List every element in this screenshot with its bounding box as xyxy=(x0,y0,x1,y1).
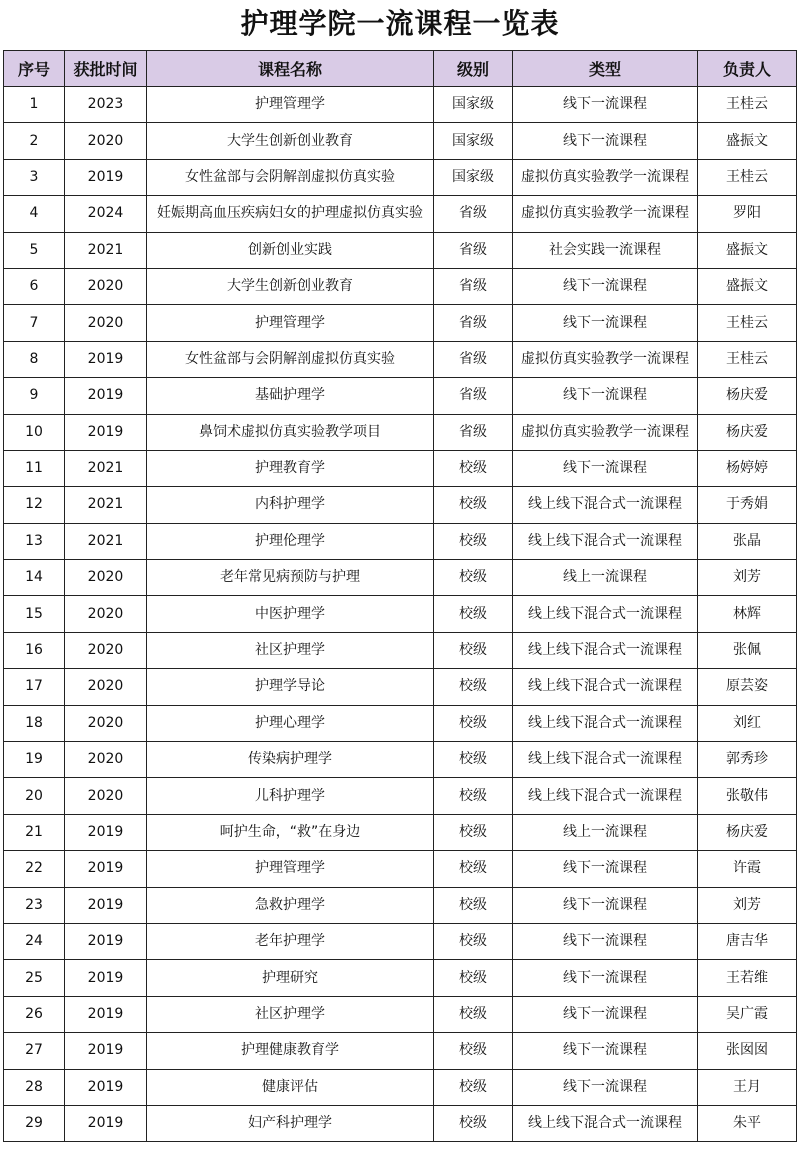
cell-level: 校级 xyxy=(434,632,513,668)
cell-level: 校级 xyxy=(434,487,513,523)
cell-course-name: 护理心理学 xyxy=(147,705,434,741)
table-row xyxy=(4,960,797,996)
cell-course-name: 护理教育学 xyxy=(147,450,434,486)
cell-level: 校级 xyxy=(434,1069,513,1105)
cell-course-name: 中医护理学 xyxy=(147,596,434,632)
cell-course-name: 大学生创新创业教育 xyxy=(147,123,434,159)
cell-approval-year: 2019 xyxy=(65,887,147,923)
cell-approval-year: 2020 xyxy=(65,123,147,159)
cell-owner: 盛振文 xyxy=(698,123,797,159)
header-row xyxy=(4,51,797,87)
table-row xyxy=(4,196,797,232)
cell-approval-year: 2019 xyxy=(65,1069,147,1105)
cell-course-name: 女性盆部与会阴解剖虚拟仿真实验 xyxy=(147,159,434,195)
cell-approval-year: 2020 xyxy=(65,742,147,778)
cell-course-name: 护理伦理学 xyxy=(147,523,434,559)
cell-index: 6 xyxy=(4,268,65,304)
cell-approval-year: 2021 xyxy=(65,232,147,268)
cell-approval-year: 2021 xyxy=(65,487,147,523)
cell-level: 校级 xyxy=(434,1105,513,1141)
cell-course-name: 儿科护理学 xyxy=(147,778,434,814)
cell-type: 线下一流课程 xyxy=(513,996,698,1032)
cell-approval-year: 2019 xyxy=(65,414,147,450)
cell-type: 线下一流课程 xyxy=(513,378,698,414)
cell-owner: 王桂云 xyxy=(698,305,797,341)
cell-index: 2 xyxy=(4,123,65,159)
cell-level: 校级 xyxy=(434,669,513,705)
cell-course-name: 护理健康教育学 xyxy=(147,1033,434,1069)
cell-type: 线上一流课程 xyxy=(513,560,698,596)
cell-level: 校级 xyxy=(434,960,513,996)
table-row xyxy=(4,887,797,923)
cell-approval-year: 2019 xyxy=(65,814,147,850)
table-row xyxy=(4,123,797,159)
cell-type: 线上线下混合式一流课程 xyxy=(513,596,698,632)
cell-index: 5 xyxy=(4,232,65,268)
cell-course-name: 健康评估 xyxy=(147,1069,434,1105)
cell-level: 国家级 xyxy=(434,123,513,159)
cell-course-name: 护理学导论 xyxy=(147,669,434,705)
cell-index: 19 xyxy=(4,742,65,778)
cell-type: 线下一流课程 xyxy=(513,1033,698,1069)
cell-index: 9 xyxy=(4,378,65,414)
cell-approval-year: 2021 xyxy=(65,450,147,486)
cell-level: 国家级 xyxy=(434,159,513,195)
cell-level: 校级 xyxy=(434,450,513,486)
cell-index: 27 xyxy=(4,1033,65,1069)
page-title: 护理学院一流课程一览表 xyxy=(240,7,560,40)
cell-approval-year: 2019 xyxy=(65,341,147,377)
cell-level: 校级 xyxy=(434,705,513,741)
table-row xyxy=(4,742,797,778)
table-row xyxy=(4,560,797,596)
cell-index: 16 xyxy=(4,632,65,668)
table-row xyxy=(4,923,797,959)
cell-index: 13 xyxy=(4,523,65,559)
cell-index: 22 xyxy=(4,851,65,887)
course-table xyxy=(3,50,797,1142)
cell-level: 国家级 xyxy=(434,87,513,123)
cell-approval-year: 2019 xyxy=(65,1105,147,1141)
cell-level: 校级 xyxy=(434,923,513,959)
table-row xyxy=(4,778,797,814)
cell-index: 11 xyxy=(4,450,65,486)
cell-course-name: 内科护理学 xyxy=(147,487,434,523)
table-row xyxy=(4,87,797,123)
cell-course-name: 鼻饲术虚拟仿真实验教学项目 xyxy=(147,414,434,450)
cell-owner: 张佩 xyxy=(698,632,797,668)
cell-course-name: 老年护理学 xyxy=(147,923,434,959)
cell-level: 省级 xyxy=(434,305,513,341)
cell-level: 校级 xyxy=(434,560,513,596)
cell-level: 校级 xyxy=(434,742,513,778)
header-course-name: 课程名称 xyxy=(147,51,434,87)
cell-approval-year: 2023 xyxy=(65,87,147,123)
cell-type: 线下一流课程 xyxy=(513,123,698,159)
cell-approval-year: 2019 xyxy=(65,159,147,195)
cell-type: 线上一流课程 xyxy=(513,814,698,850)
cell-owner: 盛振文 xyxy=(698,232,797,268)
cell-owner: 张晶 xyxy=(698,523,797,559)
cell-type: 线下一流课程 xyxy=(513,87,698,123)
table-row xyxy=(4,596,797,632)
cell-type: 线下一流课程 xyxy=(513,268,698,304)
cell-index: 18 xyxy=(4,705,65,741)
table-row xyxy=(4,487,797,523)
cell-course-name: 基础护理学 xyxy=(147,378,434,414)
cell-level: 省级 xyxy=(434,414,513,450)
cell-type: 线上线下混合式一流课程 xyxy=(513,632,698,668)
cell-level: 校级 xyxy=(434,814,513,850)
cell-approval-year: 2019 xyxy=(65,996,147,1032)
table-row xyxy=(4,305,797,341)
cell-owner: 郭秀珍 xyxy=(698,742,797,778)
cell-owner: 杨婷婷 xyxy=(698,450,797,486)
cell-index: 23 xyxy=(4,887,65,923)
cell-index: 1 xyxy=(4,87,65,123)
cell-index: 26 xyxy=(4,996,65,1032)
cell-level: 校级 xyxy=(434,778,513,814)
cell-level: 校级 xyxy=(434,996,513,1032)
cell-owner: 刘芳 xyxy=(698,887,797,923)
cell-index: 3 xyxy=(4,159,65,195)
cell-index: 7 xyxy=(4,305,65,341)
table-row xyxy=(4,632,797,668)
cell-course-name: 社区护理学 xyxy=(147,632,434,668)
cell-type: 线下一流课程 xyxy=(513,923,698,959)
cell-course-name: 护理管理学 xyxy=(147,305,434,341)
cell-owner: 王桂云 xyxy=(698,341,797,377)
cell-owner: 王月 xyxy=(698,1069,797,1105)
cell-type: 线上线下混合式一流课程 xyxy=(513,742,698,778)
cell-approval-year: 2020 xyxy=(65,778,147,814)
cell-level: 校级 xyxy=(434,523,513,559)
cell-owner: 刘红 xyxy=(698,705,797,741)
cell-index: 14 xyxy=(4,560,65,596)
cell-approval-year: 2019 xyxy=(65,960,147,996)
cell-index: 20 xyxy=(4,778,65,814)
cell-type: 线下一流课程 xyxy=(513,851,698,887)
cell-index: 10 xyxy=(4,414,65,450)
cell-index: 21 xyxy=(4,814,65,850)
cell-level: 校级 xyxy=(434,1033,513,1069)
cell-approval-year: 2020 xyxy=(65,632,147,668)
cell-course-name: 女性盆部与会阴解剖虚拟仿真实验 xyxy=(147,341,434,377)
cell-type: 线下一流课程 xyxy=(513,960,698,996)
cell-approval-year: 2019 xyxy=(65,851,147,887)
cell-index: 4 xyxy=(4,196,65,232)
cell-approval-year: 2021 xyxy=(65,523,147,559)
cell-approval-year: 2019 xyxy=(65,923,147,959)
table-row xyxy=(4,523,797,559)
cell-type: 线下一流课程 xyxy=(513,887,698,923)
cell-level: 校级 xyxy=(434,887,513,923)
cell-index: 17 xyxy=(4,669,65,705)
cell-type: 线上线下混合式一流课程 xyxy=(513,487,698,523)
cell-owner: 朱平 xyxy=(698,1105,797,1141)
table-row xyxy=(4,378,797,414)
cell-owner: 刘芳 xyxy=(698,560,797,596)
cell-course-name: 妊娠期高血压疾病妇女的护理虚拟仿真实验 xyxy=(147,196,434,232)
cell-approval-year: 2020 xyxy=(65,268,147,304)
cell-course-name: 护理管理学 xyxy=(147,851,434,887)
cell-owner: 许霞 xyxy=(698,851,797,887)
table-row xyxy=(4,1069,797,1105)
header-index: 序号 xyxy=(4,51,65,87)
cell-type: 虚拟仿真实验教学一流课程 xyxy=(513,196,698,232)
table-row xyxy=(4,232,797,268)
header-level: 级别 xyxy=(434,51,513,87)
cell-index: 12 xyxy=(4,487,65,523)
cell-index: 24 xyxy=(4,923,65,959)
table-row xyxy=(4,1105,797,1141)
cell-index: 28 xyxy=(4,1069,65,1105)
cell-approval-year: 2020 xyxy=(65,705,147,741)
table-row xyxy=(4,705,797,741)
cell-level: 省级 xyxy=(434,196,513,232)
cell-level: 校级 xyxy=(434,596,513,632)
cell-owner: 杨庆爱 xyxy=(698,814,797,850)
cell-approval-year: 2020 xyxy=(65,669,147,705)
table-row xyxy=(4,996,797,1032)
cell-owner: 张敬伟 xyxy=(698,778,797,814)
table-row xyxy=(4,159,797,195)
cell-type: 社会实践一流课程 xyxy=(513,232,698,268)
cell-level: 省级 xyxy=(434,268,513,304)
header-approval-year: 获批时间 xyxy=(65,51,147,87)
cell-owner: 于秀娟 xyxy=(698,487,797,523)
cell-owner: 原芸姿 xyxy=(698,669,797,705)
table-row xyxy=(4,341,797,377)
table-row xyxy=(4,268,797,304)
cell-owner: 王桂云 xyxy=(698,159,797,195)
cell-owner: 唐吉华 xyxy=(698,923,797,959)
cell-level: 省级 xyxy=(434,232,513,268)
cell-type: 线上线下混合式一流课程 xyxy=(513,669,698,705)
cell-owner: 林辉 xyxy=(698,596,797,632)
cell-approval-year: 2024 xyxy=(65,196,147,232)
cell-course-name: 传染病护理学 xyxy=(147,742,434,778)
cell-type: 线上线下混合式一流课程 xyxy=(513,523,698,559)
cell-course-name: 老年常见病预防与护理 xyxy=(147,560,434,596)
cell-type: 线上线下混合式一流课程 xyxy=(513,1105,698,1141)
cell-course-name: 妇产科护理学 xyxy=(147,1105,434,1141)
cell-course-name: 大学生创新创业教育 xyxy=(147,268,434,304)
table-row xyxy=(4,414,797,450)
cell-course-name: 创新创业实践 xyxy=(147,232,434,268)
cell-course-name: 急救护理学 xyxy=(147,887,434,923)
cell-approval-year: 2020 xyxy=(65,596,147,632)
cell-type: 虚拟仿真实验教学一流课程 xyxy=(513,159,698,195)
cell-course-name: 护理研究 xyxy=(147,960,434,996)
header-type: 类型 xyxy=(513,51,698,87)
table-row xyxy=(4,450,797,486)
cell-course-name: 护理管理学 xyxy=(147,87,434,123)
cell-approval-year: 2020 xyxy=(65,305,147,341)
cell-approval-year: 2020 xyxy=(65,560,147,596)
cell-level: 省级 xyxy=(434,378,513,414)
cell-approval-year: 2019 xyxy=(65,1033,147,1069)
cell-owner: 王若维 xyxy=(698,960,797,996)
cell-type: 线下一流课程 xyxy=(513,450,698,486)
cell-type: 虚拟仿真实验教学一流课程 xyxy=(513,341,698,377)
cell-index: 29 xyxy=(4,1105,65,1141)
cell-owner: 吴广霞 xyxy=(698,996,797,1032)
cell-type: 线上线下混合式一流课程 xyxy=(513,778,698,814)
cell-course-name: 呵护生命，“救”在身边 xyxy=(147,814,434,850)
cell-course-name: 社区护理学 xyxy=(147,996,434,1032)
cell-owner: 王桂云 xyxy=(698,87,797,123)
cell-approval-year: 2019 xyxy=(65,378,147,414)
cell-type: 线下一流课程 xyxy=(513,305,698,341)
table-row xyxy=(4,669,797,705)
header-owner: 负责人 xyxy=(698,51,797,87)
cell-type: 虚拟仿真实验教学一流课程 xyxy=(513,414,698,450)
cell-owner: 张囡囡 xyxy=(698,1033,797,1069)
cell-owner: 杨庆爱 xyxy=(698,414,797,450)
cell-level: 校级 xyxy=(434,851,513,887)
cell-owner: 盛振文 xyxy=(698,268,797,304)
cell-type: 线下一流课程 xyxy=(513,1069,698,1105)
cell-type: 线上线下混合式一流课程 xyxy=(513,705,698,741)
table-row xyxy=(4,814,797,850)
cell-owner: 杨庆爱 xyxy=(698,378,797,414)
cell-owner: 罗阳 xyxy=(698,196,797,232)
table-row xyxy=(4,851,797,887)
table-row xyxy=(4,1033,797,1069)
cell-level: 省级 xyxy=(434,341,513,377)
cell-index: 25 xyxy=(4,960,65,996)
cell-index: 15 xyxy=(4,596,65,632)
cell-index: 8 xyxy=(4,341,65,377)
